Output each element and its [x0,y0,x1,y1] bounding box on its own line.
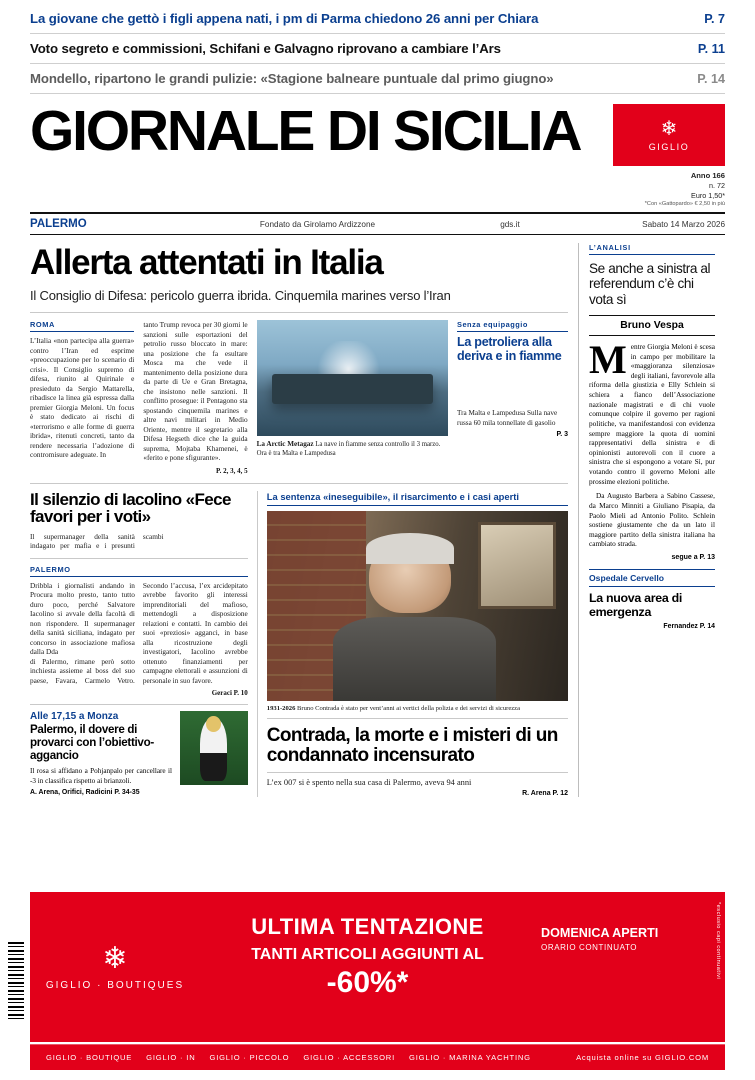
analysis-author: Bruno Vespa [589,315,715,336]
lead-article-text-2 [143,320,247,474]
lead-paragraph-2: tanto Trump revoca per 30 giorni le sanzioni sulle esportazioni del petrolio russo bloccato in mare: una posizione che fa esultare Mosca ma che vede il mantenimento della posizione dura da parte di Ue e Gran Bretagna, che insistono nelle sanzioni. Il conflitto prosegue: il Pentagono sta spostando cinquemila marines e altre navi militari in Medio Oriente, mentre il segretario alla Difesa Hegseth dice che la guida suprema, Mojtaba Khamenei, è «ferito e pone sfigurante». [143,320,248,463]
top-teaser-page: P. 14 [697,72,725,86]
sport-title[interactable]: Palermo, il dovere di provarci con l’obiettivo-aggancio [30,723,154,762]
ad-brand[interactable]: GIGLIO · BOUTIQUE [46,1053,133,1062]
ad-brand[interactable]: GIGLIO · MARINA YACHTING [409,1053,531,1062]
top-teaser-row[interactable] [30,34,725,64]
iacolino-intro: Il supermanager della sanità indagato per mafia e i presunti scambi [30,531,164,551]
analysis-body-text-2: Da Augusto Barbera a Sabino Cassese, da Marco Minniti a Giuliano Pisapia, da Paolo Mieli ad Antonio Polito. Schlein sostiene giustamente che da un lato il maggiore partito della sinistra italiana ha cambiato strada. [589,491,715,549]
ad-discount: -60%* [326,966,409,999]
iacolino-title[interactable]: Il silenzio di Iacolino «Fece favori per i voti» [30,489,231,527]
lead-photo-block [257,320,448,474]
top-teaser-row[interactable] [30,8,725,34]
ad-brand-list [46,1053,576,1062]
lead-photo-caption-bold: La Arctic Metagaz [256,440,314,449]
tanker-teaser-title: La petroliera alla deriva e in fiamme [457,335,562,363]
newspaper-title: GIORNALE DI SICILIA [30,99,581,163]
masthead-right [605,104,725,208]
iacolino-ref[interactable]: Geraci P. 10 [211,689,248,698]
ad-opening-info [535,892,725,1042]
top-teaser-strip [0,0,755,96]
founder-note: Fondato da Girolamo Ardizzone [259,219,376,229]
website-link[interactable]: gds.it [500,219,520,229]
giglio-flower-icon: ❄ [660,117,678,140]
hospital-kicker: Ospedale Cervello [589,569,715,587]
main-column [30,243,578,797]
contrada-portrait-photo [267,511,568,701]
ad-logo [30,892,200,1042]
lead-photo-caption-text: La nave in fiamme senza controllo il 3 marzo. Ora è tra Malta e Lampedusa [256,441,441,458]
sport-kicker: Alle 17,15 a Monza [30,711,119,723]
iacolino-story [30,491,258,797]
issue-price: Euro 1,50* [691,190,725,200]
edition-city: PALERMO [30,218,87,231]
giglio-flower-icon: ❄ [102,941,128,975]
hospital-ref[interactable]: Fernandez P. 14 [663,623,715,631]
contrada-sub: L’ex 007 si è spento nella sua casa di Palermo, aveva 94 anni [267,772,568,787]
masthead [0,96,755,208]
lead-subhead: Il Consiglio di Difesa: pericolo guerra ibrida. Cinquemila marines verso l’Iran [30,288,568,313]
ad-copy [200,892,535,1042]
issue-year: Anno 166 [690,171,725,180]
iacolino-body [30,581,248,685]
ad-brand[interactable]: GIGLIO · ACCESSORI [303,1053,395,1062]
analysis-title[interactable]: Se anche a sinistra al referendum c’è chi vota sì [589,261,711,307]
analysis-body-2 [589,491,715,549]
page-body [30,235,725,797]
analysis-kicker: L’ANALISI [589,243,715,255]
portrait-body-decor [333,617,496,701]
contrada-title[interactable]: Contrada, la morte e i misteri di un condannato incensurato [266,725,558,766]
contrada-caption-text: Bruno Contrada è stato per vent’anni ai vertici della polizia e dei servizi di sicurezza [295,704,521,712]
sport-text [30,711,180,796]
ad-brand[interactable]: GIGLIO · IN [146,1053,196,1062]
second-block [30,483,568,797]
issue-price-note: *Con «Gattopardo» € 2,50 in più [644,200,725,207]
lead-article-grid [30,320,568,474]
iacolino-paragraph-1: Dribbla i giornalisti andando in Procura molto presto, tanto tutto duro poco, perché Salvatore Iacolino si avvale della facoltà di non rispondere. Il supermanager della sanità siciliana, indagato per concorso in associazione mafiosa dalla Dda [30,580,135,657]
sport-story [30,704,248,796]
sport-ref[interactable]: A. Arena, Orifici, Radicini P. 34-35 [30,789,140,797]
ad-brand[interactable]: GIGLIO · PICCOLO [209,1053,290,1062]
window-decor [478,522,556,609]
iacolino-intro-cols [30,532,248,551]
portrait-hair-decor [366,533,453,563]
publication-date: Sabato 14 Marzo 2026 [642,219,725,229]
ad-headline: ULTIMA TENTAZIONE [251,914,484,939]
giglio-sponsor-badge[interactable] [613,104,725,166]
top-teaser-page: P. 7 [704,12,725,26]
burning-tanker-photo [257,320,448,436]
player-hair-decor [206,716,221,732]
hospital-title[interactable]: La nuova area di emergenza [589,591,682,619]
lead-photo-caption [257,440,448,459]
analysis-body-1 [589,336,715,486]
top-teaser-text: Mondello, ripartono le grandi pulizie: «Stagione balneare puntuale dal primo giugno» [30,71,554,86]
tanker-teaser-ref[interactable]: P. 3 [556,431,569,439]
issue-info [605,171,725,208]
ad-open-hours: ORARIO CONTINUATO [541,943,638,952]
lead-article-text [30,320,134,474]
iacolino-paragraph-2: di Palermo, rimane però sotto inchiesta assieme al boss del suo paese, Favara, Carmelo Vetro. Secondo l’accusa, l’ex arcidepitato avrebbe favorito gli interessi imprenditoriali del mafioso, mettendogli a disposizione relazioni e contatti. In cambio dei suoi «preziosi» agganci, in base alla ricostruzione degli investigatori, Iacolino avrebbe ottenuto finanziamenti per campagne elettorali e assunzioni di personale in suo favore. [30,580,248,685]
divider [30,558,248,559]
ad-open-sunday: DOMENICA APERTI [541,926,659,940]
tanker-teaser[interactable] [457,320,568,474]
contrada-caption [267,705,568,720]
sport-photo [180,711,248,785]
iacolino-kicker: PALERMO [30,565,248,577]
top-teaser-text: Voto segreto e commissioni, Schifani e Galvagno riprovano a cambiare l’Ars [30,41,501,56]
contrada-caption-dates: 1931-2026 [266,704,296,712]
lead-headline[interactable]: Allerta attentati in Italia [30,243,383,283]
ad-shop-link[interactable]: Acquista online su GIGLIO.COM [576,1053,709,1062]
contrada-kicker: La sentenza «ineseguibile», il risarcimento e i casi aperti [267,491,568,506]
analysis-body-text-1: entre Giorgia Meloni è scesa in campo per mobilitare la «maggioranza silenziosa» degli italiani, favorevole alla riforma della giustizia e Elly Schlein si schiera a fianco dell’Associazione nazionale magistrati e di chi vuole comunque colpire il governo per ragioni politiche, va manifestandosi con evidenza sempre maggiore la quota di uomini rappresentativi della sinistra e di opinionisti autorevoli con il cuore a sinistra che si espongono a votare Sì, pur votando contro il governo Meloni alle prossime elezioni politiche. [589,341,715,486]
lead-page-ref[interactable]: P. 2, 3, 4, 5 [215,466,248,475]
contrada-story [258,491,568,797]
giglio-badge-label: GIGLIO [648,141,690,152]
analysis-ref[interactable]: segue a P. 13 [671,554,715,562]
issue-number: n. 72 [709,181,725,191]
edition-bar [30,212,725,235]
top-teaser-page: P. 11 [697,42,725,56]
barcode [8,942,24,1020]
lead-kicker: ROMA [30,320,134,332]
sport-body: Il rosa si affidano a Pohjanpalo per cancellare il -3 in classifica rispetto ai brianzoli. [30,767,172,785]
analysis-dropcap: M [589,336,627,382]
top-teaser-text: La giovane che gettò i figli appena nati, i pm di Parma chiedono 26 anni per Chiara [30,11,539,26]
ad-subheadline: TANTI ARTICOLI AGGIUNTI AL [251,946,484,963]
lead-paragraph-1: L’Italia «non partecipa alla guerra» contro l’Iran ed esprime «preoccupazione per lo scenario di crisi». Il Consiglio supremo di difesa, riunito al Quirinale e presieduto da Sergio Mattarella, ribadisce la linea già espressa dalla premier Giorgia Meloni. Un focus è stato dedicato ai rischi di «terrorismo e alle forme di guerra ibrida», ritenuti concreti, tanto da rendere necessaria l’adozione di contromisure adeguate. In [30,336,135,460]
analysis-column [578,243,715,797]
ad-footer [30,1044,725,1070]
tanker-teaser-kicker: Senza equipaggio [457,320,568,332]
contrada-ref[interactable]: R. Arena P. 12 [522,789,568,797]
ad-logo-label: GIGLIO · BOUTIQUES [45,979,185,991]
ad-disclaimer: *esclusio capi continuativi [715,902,721,980]
top-teaser-row[interactable] [30,64,725,94]
bottom-advertisement[interactable] [30,892,725,1042]
tanker-teaser-sub: Tra Malta e Lampedusa Sulla nave russa 60 mila tonnellate di gasolio [457,409,558,427]
smoke-decor [310,341,387,387]
